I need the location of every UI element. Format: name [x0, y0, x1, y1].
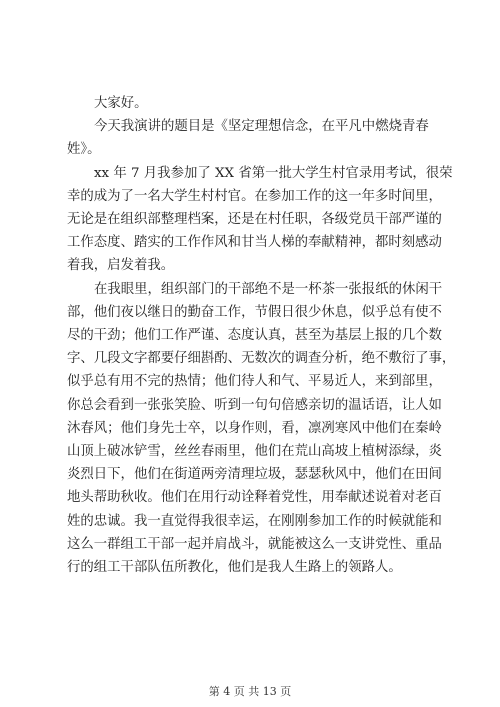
text-line: 尽的干劲；他们工作严谨、态度认真，甚至为基层上报的几个数: [67, 328, 442, 344]
page-footer: 第 4 页 共 13 页: [208, 685, 292, 698]
text-line: 似乎总有用不完的热情；他们待人和气、平易近人，来到部里，: [67, 374, 442, 390]
document-body: [67, 92, 456, 579]
text-line: 工作态度、踏实的工作作风和甘当人梯的奉献精神，都时刻感动: [67, 235, 442, 251]
text-line: 姓》。: [67, 142, 101, 158]
paragraph: [67, 162, 453, 278]
text-line: 姓的忠诚。我一直觉得我很幸运，在刚刚参加工作的时候就能和: [67, 513, 442, 529]
text-line: 行的组工干部队伍所教化，他们是我人生路上的领路人。: [67, 560, 402, 576]
text-line: xx 年 7 月我参加了 XX 省第一批大学生村官录用考试，很荣: [94, 165, 453, 181]
text-line: 着我，启发着我。: [67, 258, 175, 274]
paragraph: [67, 115, 429, 161]
text-line: 山顶上破冰铲雪，丝丝春雨里，他们在荒山高坡上植树添绿，炎: [67, 444, 442, 460]
text-line: 部，他们夜以继日的勤奋工作，节假日很少休息，似乎总有使不: [67, 304, 442, 320]
text-line: 炎烈日下，他们在街道两旁清理垃圾，瑟瑟秋风中，他们在田间: [67, 467, 442, 483]
paragraph: [94, 92, 412, 115]
text-line: 幸的成为了一名大学生村村官。在参加工作的这一年多时间里，: [67, 188, 442, 204]
text-line: 沐春风；他们身先士卒，以身作则，看，凛冽寒风中他们在秦岭: [67, 420, 442, 436]
text-line: 你总会看到一张张笑脸、听到一句句倍感亲切的温话语，让人如: [67, 397, 442, 413]
text-line: 地头帮助秋收。他们在用行动诠释着党性，用奉献述说着对老百: [67, 490, 442, 506]
text-line: 这么一群组工干部一起并肩战斗，就能被这么一支讲党性、重品: [67, 536, 442, 552]
text-line: 今天我演讲的题目是《坚定理想信念，在平凡中燃烧青春: [94, 119, 429, 135]
text-line: 字、几段文字都要仔细斟酌、无数次的调查分析，绝不敷衍了事，: [67, 351, 456, 367]
text-line: 无论是在组织部整理档案，还是在村任职，各级党员干部严谨的: [67, 212, 442, 228]
paragraph: [67, 278, 456, 580]
text-line: 在我眼里，组织部门的干部绝不是一杯茶一张报纸的休闲干: [94, 281, 443, 297]
text-line: 大家好。: [94, 96, 148, 111]
